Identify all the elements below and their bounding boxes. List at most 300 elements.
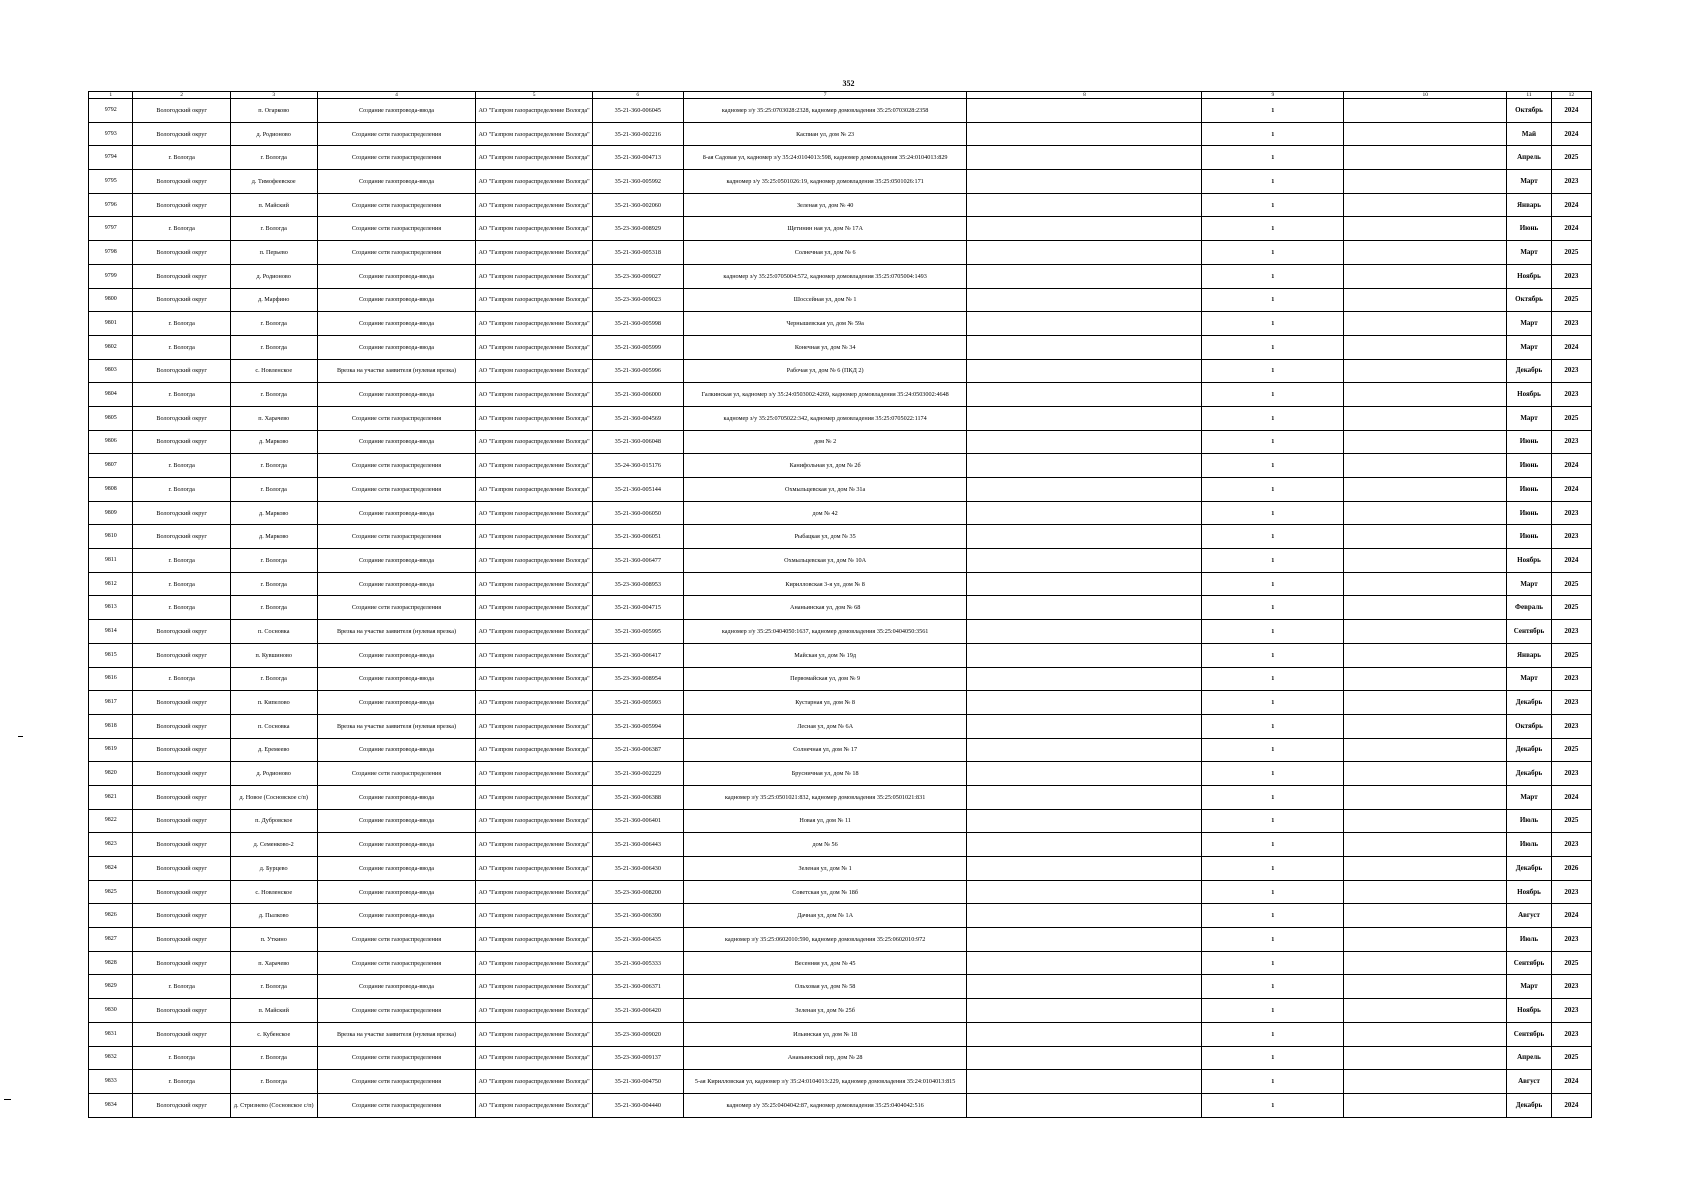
table-row bbox=[89, 620, 1592, 644]
table-row bbox=[89, 762, 1592, 786]
column-8-cell bbox=[967, 241, 1202, 265]
address-cell: Солнечная ул, дом № 17 bbox=[683, 738, 967, 762]
quantity-cell: 1 bbox=[1202, 643, 1344, 667]
registry-code-cell: 35-21-360-006401 bbox=[592, 809, 683, 833]
address-cell: Зеленая ул, дом № 1 bbox=[683, 857, 967, 881]
year-cell: 2023 bbox=[1551, 999, 1591, 1023]
year-cell: 2024 bbox=[1551, 193, 1591, 217]
month-cell: Март bbox=[1507, 406, 1551, 430]
district-cell: г. Вологда bbox=[133, 1046, 230, 1070]
address-cell: 5-ая Кирилловская ул, кадномер з/у 35:24:0104013:229, кадномер домовладения 35:24:0104013:815 bbox=[683, 1070, 967, 1094]
row-number: 9832 bbox=[89, 1046, 133, 1070]
column-8-cell bbox=[967, 691, 1202, 715]
quantity-cell: 1 bbox=[1202, 312, 1344, 336]
organization-cell: АО "Газпром газораспределение Вологда" bbox=[476, 264, 592, 288]
year-cell: 2023 bbox=[1551, 691, 1591, 715]
column-number: 12 bbox=[1551, 92, 1591, 99]
quantity-cell: 1 bbox=[1202, 501, 1344, 525]
registry-code-cell: 35-21-360-006045 bbox=[592, 99, 683, 123]
registry-code-cell: 35-23-360-008954 bbox=[592, 667, 683, 691]
year-cell: 2026 bbox=[1551, 857, 1591, 881]
organization-cell: АО "Газпром газораспределение Вологда" bbox=[476, 99, 592, 123]
organization-cell: АО "Газпром газораспределение Вологда" bbox=[476, 241, 592, 265]
quantity-cell: 1 bbox=[1202, 620, 1344, 644]
work-type-cell: Создание сети газораспределения bbox=[317, 1070, 476, 1094]
column-8-cell bbox=[967, 809, 1202, 833]
registry-code-cell: 35-21-360-006000 bbox=[592, 383, 683, 407]
settlement-cell: п. Майский bbox=[230, 193, 317, 217]
district-cell: г. Вологда bbox=[133, 146, 230, 170]
table-row bbox=[89, 714, 1592, 738]
district-cell: г. Вологда bbox=[133, 454, 230, 478]
month-cell: Март bbox=[1507, 335, 1551, 359]
column-8-cell bbox=[967, 738, 1202, 762]
table-row bbox=[89, 738, 1592, 762]
row-number: 9813 bbox=[89, 596, 133, 620]
district-cell: Вологодский округ bbox=[133, 762, 230, 786]
settlement-cell: п. Харачево bbox=[230, 951, 317, 975]
settlement-cell: п. Харачево bbox=[230, 406, 317, 430]
month-cell: Июль bbox=[1507, 809, 1551, 833]
district-cell: Вологодский округ bbox=[133, 857, 230, 881]
column-8-cell bbox=[967, 904, 1202, 928]
quantity-cell: 1 bbox=[1202, 170, 1344, 194]
table-row bbox=[89, 785, 1592, 809]
settlement-cell: п. Дубровское bbox=[230, 809, 317, 833]
row-number: 9830 bbox=[89, 999, 133, 1023]
organization-cell: АО "Газпром газораспределение Вологда" bbox=[476, 501, 592, 525]
work-type-cell: Создание сети газораспределения bbox=[317, 1093, 476, 1117]
work-type-cell: Создание газопровода-ввода bbox=[317, 288, 476, 312]
table-row bbox=[89, 241, 1592, 265]
organization-cell: АО "Газпром газораспределение Вологда" bbox=[476, 596, 592, 620]
settlement-cell: д. Родионово bbox=[230, 762, 317, 786]
column-number: 1 bbox=[89, 92, 133, 99]
column-10-cell bbox=[1344, 1046, 1507, 1070]
month-cell: Июнь bbox=[1507, 525, 1551, 549]
column-number: 7 bbox=[683, 92, 967, 99]
column-number: 5 bbox=[476, 92, 592, 99]
registry-code-cell: 35-23-360-009027 bbox=[592, 264, 683, 288]
month-cell: Ноябрь bbox=[1507, 264, 1551, 288]
column-8-cell bbox=[967, 478, 1202, 502]
row-number: 9825 bbox=[89, 880, 133, 904]
settlement-cell: г. Вологда bbox=[230, 596, 317, 620]
registry-code-cell: 35-21-360-006390 bbox=[592, 904, 683, 928]
table-row bbox=[89, 999, 1592, 1023]
column-10-cell bbox=[1344, 951, 1507, 975]
table-row bbox=[89, 312, 1592, 336]
address-cell: Конечная ул, дом № 34 bbox=[683, 335, 967, 359]
work-type-cell: Создание сети газораспределения bbox=[317, 478, 476, 502]
table-row bbox=[89, 809, 1592, 833]
column-8-cell bbox=[967, 383, 1202, 407]
quantity-cell: 1 bbox=[1202, 667, 1344, 691]
district-cell: Вологодский округ bbox=[133, 501, 230, 525]
row-number: 9792 bbox=[89, 99, 133, 123]
row-number: 9807 bbox=[89, 454, 133, 478]
address-cell: Кустарная ул, дом № 8 bbox=[683, 691, 967, 715]
column-10-cell bbox=[1344, 1070, 1507, 1094]
quantity-cell: 1 bbox=[1202, 288, 1344, 312]
quantity-cell: 1 bbox=[1202, 691, 1344, 715]
registry-code-cell: 35-21-360-005994 bbox=[592, 714, 683, 738]
column-10-cell bbox=[1344, 785, 1507, 809]
settlement-cell: г. Вологда bbox=[230, 667, 317, 691]
district-cell: Вологодский округ bbox=[133, 170, 230, 194]
registry-code-cell: 35-23-360-008929 bbox=[592, 217, 683, 241]
row-number: 9833 bbox=[89, 1070, 133, 1094]
month-cell: Март bbox=[1507, 170, 1551, 194]
row-number: 9806 bbox=[89, 430, 133, 454]
settlement-cell: п. Кувшиново bbox=[230, 643, 317, 667]
organization-cell: АО "Газпром газораспределение Вологда" bbox=[476, 193, 592, 217]
column-8-cell bbox=[967, 335, 1202, 359]
district-cell: г. Вологда bbox=[133, 478, 230, 502]
address-cell: Шоссейная ул, дом № 1 bbox=[683, 288, 967, 312]
year-cell: 2025 bbox=[1551, 643, 1591, 667]
column-10-cell bbox=[1344, 880, 1507, 904]
quantity-cell: 1 bbox=[1202, 596, 1344, 620]
organization-cell: АО "Газпром газораспределение Вологда" bbox=[476, 525, 592, 549]
organization-cell: АО "Газпром газораспределение Вологда" bbox=[476, 549, 592, 573]
row-number: 9815 bbox=[89, 643, 133, 667]
column-8-cell bbox=[967, 430, 1202, 454]
table-row bbox=[89, 217, 1592, 241]
district-cell: Вологодский округ bbox=[133, 288, 230, 312]
registry-code-cell: 35-21-360-006371 bbox=[592, 975, 683, 999]
year-cell: 2025 bbox=[1551, 596, 1591, 620]
column-8-cell bbox=[967, 193, 1202, 217]
district-cell: Вологодский округ bbox=[133, 359, 230, 383]
year-cell: 2024 bbox=[1551, 122, 1591, 146]
registry-code-cell: 35-23-360-009023 bbox=[592, 288, 683, 312]
registry-code-cell: 35-21-360-005998 bbox=[592, 312, 683, 336]
month-cell: Май bbox=[1507, 122, 1551, 146]
address-cell: Ананьинский пер, дом № 28 bbox=[683, 1046, 967, 1070]
district-cell: г. Вологда bbox=[133, 335, 230, 359]
organization-cell: АО "Газпром газораспределение Вологда" bbox=[476, 714, 592, 738]
year-cell: 2025 bbox=[1551, 241, 1591, 265]
address-cell: Охмыльцевская ул, дом № 31а bbox=[683, 478, 967, 502]
address-cell: Зеленая ул, дом № 25б bbox=[683, 999, 967, 1023]
registry-code-cell: 35-21-360-006387 bbox=[592, 738, 683, 762]
district-cell: Вологодский округ bbox=[133, 738, 230, 762]
column-number: 4 bbox=[317, 92, 476, 99]
column-8-cell bbox=[967, 596, 1202, 620]
year-cell: 2024 bbox=[1551, 904, 1591, 928]
year-cell: 2024 bbox=[1551, 454, 1591, 478]
row-number: 9831 bbox=[89, 1022, 133, 1046]
month-cell: Апрель bbox=[1507, 1046, 1551, 1070]
column-10-cell bbox=[1344, 691, 1507, 715]
work-type-cell: Создание газопровода-ввода bbox=[317, 691, 476, 715]
address-cell: Советская ул, дом № 18б bbox=[683, 880, 967, 904]
column-number-row bbox=[89, 92, 1592, 99]
year-cell: 2025 bbox=[1551, 809, 1591, 833]
month-cell: Март bbox=[1507, 312, 1551, 336]
table-row bbox=[89, 951, 1592, 975]
settlement-cell: г. Вологда bbox=[230, 549, 317, 573]
quantity-cell: 1 bbox=[1202, 572, 1344, 596]
registry-code-cell: 35-21-360-004715 bbox=[592, 596, 683, 620]
year-cell: 2024 bbox=[1551, 217, 1591, 241]
year-cell: 2023 bbox=[1551, 714, 1591, 738]
quantity-cell: 1 bbox=[1202, 122, 1344, 146]
work-type-cell: Создание сети газораспределения bbox=[317, 241, 476, 265]
district-cell: г. Вологда bbox=[133, 975, 230, 999]
month-cell: Декабрь bbox=[1507, 691, 1551, 715]
month-cell: Июль bbox=[1507, 928, 1551, 952]
month-cell: Декабрь bbox=[1507, 857, 1551, 881]
column-10-cell bbox=[1344, 643, 1507, 667]
column-10-cell bbox=[1344, 406, 1507, 430]
settlement-cell: г. Вологда bbox=[230, 1046, 317, 1070]
district-cell: г. Вологда bbox=[133, 1070, 230, 1094]
quantity-cell: 1 bbox=[1202, 999, 1344, 1023]
address-cell: Ананьинская ул, дом № 68 bbox=[683, 596, 967, 620]
address-cell: Ольховая ул, дом № 58 bbox=[683, 975, 967, 999]
work-type-cell: Создание сети газораспределения bbox=[317, 406, 476, 430]
table-row bbox=[89, 264, 1592, 288]
registry-code-cell: 35-21-360-006420 bbox=[592, 999, 683, 1023]
month-cell: Июнь bbox=[1507, 430, 1551, 454]
year-cell: 2023 bbox=[1551, 525, 1591, 549]
column-10-cell bbox=[1344, 596, 1507, 620]
registry-table bbox=[88, 91, 1592, 1118]
address-cell: кадномер з/у 35:25:0404042:87, кадномер домовладения 35:25:0404042:516 bbox=[683, 1093, 967, 1117]
settlement-cell: г. Вологда bbox=[230, 975, 317, 999]
quantity-cell: 1 bbox=[1202, 1022, 1344, 1046]
settlement-cell: д. Тимофеевское bbox=[230, 170, 317, 194]
settlement-cell: г. Вологда bbox=[230, 146, 317, 170]
row-number: 9828 bbox=[89, 951, 133, 975]
address-cell: Новая ул, дом № 11 bbox=[683, 809, 967, 833]
organization-cell: АО "Газпром газораспределение Вологда" bbox=[476, 1022, 592, 1046]
organization-cell: АО "Газпром газораспределение Вологда" bbox=[476, 454, 592, 478]
settlement-cell: п. Сосновка bbox=[230, 620, 317, 644]
quantity-cell: 1 bbox=[1202, 833, 1344, 857]
registry-code-cell: 35-21-360-006477 bbox=[592, 549, 683, 573]
year-cell: 2024 bbox=[1551, 99, 1591, 123]
settlement-cell: д. Новое (Сосновское с/п) bbox=[230, 785, 317, 809]
settlement-cell: д. Стризнево (Сосновское с/п) bbox=[230, 1093, 317, 1117]
work-type-cell: Создание сети газораспределения bbox=[317, 122, 476, 146]
row-number: 9799 bbox=[89, 264, 133, 288]
year-cell: 2025 bbox=[1551, 951, 1591, 975]
row-number: 9810 bbox=[89, 525, 133, 549]
address-cell: Майская ул, дом № 19д bbox=[683, 643, 967, 667]
district-cell: Вологодский округ bbox=[133, 525, 230, 549]
district-cell: Вологодский округ bbox=[133, 193, 230, 217]
work-type-cell: Создание газопровода-ввода bbox=[317, 809, 476, 833]
month-cell: Июнь bbox=[1507, 501, 1551, 525]
settlement-cell: с. Новленское bbox=[230, 880, 317, 904]
address-cell: Рыбацкая ул, дом № 35 bbox=[683, 525, 967, 549]
column-10-cell bbox=[1344, 525, 1507, 549]
table-row bbox=[89, 904, 1592, 928]
district-cell: Вологодский округ bbox=[133, 264, 230, 288]
registry-code-cell: 35-21-360-004569 bbox=[592, 406, 683, 430]
registry-code-cell: 35-21-360-006050 bbox=[592, 501, 683, 525]
month-cell: Июнь bbox=[1507, 478, 1551, 502]
column-8-cell bbox=[967, 1093, 1202, 1117]
quantity-cell: 1 bbox=[1202, 193, 1344, 217]
year-cell: 2023 bbox=[1551, 620, 1591, 644]
quantity-cell: 1 bbox=[1202, 951, 1344, 975]
address-cell: Охмыльцевская ул, дом № 10А bbox=[683, 549, 967, 573]
year-cell: 2023 bbox=[1551, 762, 1591, 786]
organization-cell: АО "Газпром газораспределение Вологда" bbox=[476, 288, 592, 312]
row-number: 9824 bbox=[89, 857, 133, 881]
year-cell: 2023 bbox=[1551, 975, 1591, 999]
settlement-cell: п. Огарково bbox=[230, 99, 317, 123]
work-type-cell: Создание газопровода-ввода bbox=[317, 833, 476, 857]
address-cell: дом № 42 bbox=[683, 501, 967, 525]
column-10-cell bbox=[1344, 335, 1507, 359]
month-cell: Сентябрь bbox=[1507, 951, 1551, 975]
row-number: 9801 bbox=[89, 312, 133, 336]
address-cell: Чернышевская ул, дом № 59а bbox=[683, 312, 967, 336]
column-8-cell bbox=[967, 406, 1202, 430]
organization-cell: АО "Газпром газораспределение Вологда" bbox=[476, 572, 592, 596]
address-cell: кадномер з/у 35:25:0501026:19, кадномер домовладения 35:25:0501026:171 bbox=[683, 170, 967, 194]
quantity-cell: 1 bbox=[1202, 454, 1344, 478]
district-cell: Вологодский округ bbox=[133, 904, 230, 928]
work-type-cell: Создание сети газораспределения bbox=[317, 596, 476, 620]
month-cell: Март bbox=[1507, 785, 1551, 809]
district-cell: Вологодский округ bbox=[133, 406, 230, 430]
table-row bbox=[89, 1022, 1592, 1046]
work-type-cell: Создание сети газораспределения bbox=[317, 193, 476, 217]
column-number: 10 bbox=[1344, 92, 1507, 99]
registry-code-cell: 35-21-360-005993 bbox=[592, 691, 683, 715]
work-type-cell: Создание газопровода-ввода bbox=[317, 99, 476, 123]
address-cell: Зеленая ул, дом № 40 bbox=[683, 193, 967, 217]
settlement-cell: г. Вологда bbox=[230, 383, 317, 407]
row-number: 9804 bbox=[89, 383, 133, 407]
work-type-cell: Создание газопровода-ввода bbox=[317, 335, 476, 359]
table-row bbox=[89, 193, 1592, 217]
column-8-cell bbox=[967, 999, 1202, 1023]
quantity-cell: 1 bbox=[1202, 241, 1344, 265]
month-cell: Январь bbox=[1507, 643, 1551, 667]
column-8-cell bbox=[967, 146, 1202, 170]
column-8-cell bbox=[967, 170, 1202, 194]
settlement-cell: д. Марково bbox=[230, 430, 317, 454]
column-10-cell bbox=[1344, 264, 1507, 288]
year-cell: 2024 bbox=[1551, 1093, 1591, 1117]
registry-code-cell: 35-21-360-006430 bbox=[592, 857, 683, 881]
registry-code-cell: 35-21-360-006048 bbox=[592, 430, 683, 454]
month-cell: Апрель bbox=[1507, 146, 1551, 170]
table-row bbox=[89, 833, 1592, 857]
address-cell: Каспиан ул, дом № 23 bbox=[683, 122, 967, 146]
year-cell: 2024 bbox=[1551, 785, 1591, 809]
column-8-cell bbox=[967, 312, 1202, 336]
work-type-cell: Создание газопровода-ввода bbox=[317, 312, 476, 336]
quantity-cell: 1 bbox=[1202, 264, 1344, 288]
quantity-cell: 1 bbox=[1202, 359, 1344, 383]
year-cell: 2025 bbox=[1551, 572, 1591, 596]
table-row bbox=[89, 454, 1592, 478]
work-type-cell: Создание сети газораспределения bbox=[317, 999, 476, 1023]
registry-code-cell: 35-21-360-004713 bbox=[592, 146, 683, 170]
table-row bbox=[89, 501, 1592, 525]
column-8-cell bbox=[967, 762, 1202, 786]
address-cell: Брусничная ул, дом № 18 bbox=[683, 762, 967, 786]
row-number: 9822 bbox=[89, 809, 133, 833]
organization-cell: АО "Газпром газораспределение Вологда" bbox=[476, 809, 592, 833]
settlement-cell: п. Перьево bbox=[230, 241, 317, 265]
settlement-cell: п. Майский bbox=[230, 999, 317, 1023]
settlement-cell: д. Еремеево bbox=[230, 738, 317, 762]
table-row bbox=[89, 667, 1592, 691]
registry-code-cell: 35-21-360-005999 bbox=[592, 335, 683, 359]
address-cell: кадномер з/у 35:25:0404050:1637, кадномер домовладения 35:25:0404050:3561 bbox=[683, 620, 967, 644]
settlement-cell: д. Марфино bbox=[230, 288, 317, 312]
settlement-cell: д. Бурцево bbox=[230, 857, 317, 881]
quantity-cell: 1 bbox=[1202, 146, 1344, 170]
address-cell: Весенняя ул, дом № 45 bbox=[683, 951, 967, 975]
district-cell: Вологодский округ bbox=[133, 785, 230, 809]
table-row bbox=[89, 383, 1592, 407]
quantity-cell: 1 bbox=[1202, 1046, 1344, 1070]
column-10-cell bbox=[1344, 904, 1507, 928]
quantity-cell: 1 bbox=[1202, 1070, 1344, 1094]
year-cell: 2025 bbox=[1551, 288, 1591, 312]
table-row bbox=[89, 288, 1592, 312]
year-cell: 2023 bbox=[1551, 833, 1591, 857]
table-row bbox=[89, 549, 1592, 573]
year-cell: 2025 bbox=[1551, 738, 1591, 762]
column-8-cell bbox=[967, 928, 1202, 952]
row-number: 9811 bbox=[89, 549, 133, 573]
settlement-cell: д. Родионово bbox=[230, 264, 317, 288]
column-10-cell bbox=[1344, 217, 1507, 241]
registry-code-cell: 35-23-360-008200 bbox=[592, 880, 683, 904]
column-number: 2 bbox=[133, 92, 230, 99]
settlement-cell: г. Вологда bbox=[230, 217, 317, 241]
settlement-cell: д. Марково bbox=[230, 525, 317, 549]
year-cell: 2023 bbox=[1551, 170, 1591, 194]
work-type-cell: Создание сети газораспределения bbox=[317, 928, 476, 952]
month-cell: Октябрь bbox=[1507, 99, 1551, 123]
column-10-cell bbox=[1344, 383, 1507, 407]
row-number: 9812 bbox=[89, 572, 133, 596]
organization-cell: АО "Газпром газораспределение Вологда" bbox=[476, 691, 592, 715]
registry-code-cell: 35-21-360-002216 bbox=[592, 122, 683, 146]
quantity-cell: 1 bbox=[1202, 406, 1344, 430]
organization-cell: АО "Газпром газораспределение Вологда" bbox=[476, 620, 592, 644]
quantity-cell: 1 bbox=[1202, 383, 1344, 407]
work-type-cell: Создание газопровода-ввода bbox=[317, 549, 476, 573]
column-8-cell bbox=[967, 572, 1202, 596]
month-cell: Сентябрь bbox=[1507, 620, 1551, 644]
column-8-cell bbox=[967, 99, 1202, 123]
row-number: 9794 bbox=[89, 146, 133, 170]
district-cell: Вологодский округ bbox=[133, 809, 230, 833]
district-cell: Вологодский округ bbox=[133, 691, 230, 715]
table-row bbox=[89, 335, 1592, 359]
quantity-cell: 1 bbox=[1202, 762, 1344, 786]
row-number: 9818 bbox=[89, 714, 133, 738]
row-number: 9803 bbox=[89, 359, 133, 383]
column-8-cell bbox=[967, 217, 1202, 241]
row-number: 9826 bbox=[89, 904, 133, 928]
month-cell: Ноябрь bbox=[1507, 880, 1551, 904]
column-8-cell bbox=[967, 714, 1202, 738]
